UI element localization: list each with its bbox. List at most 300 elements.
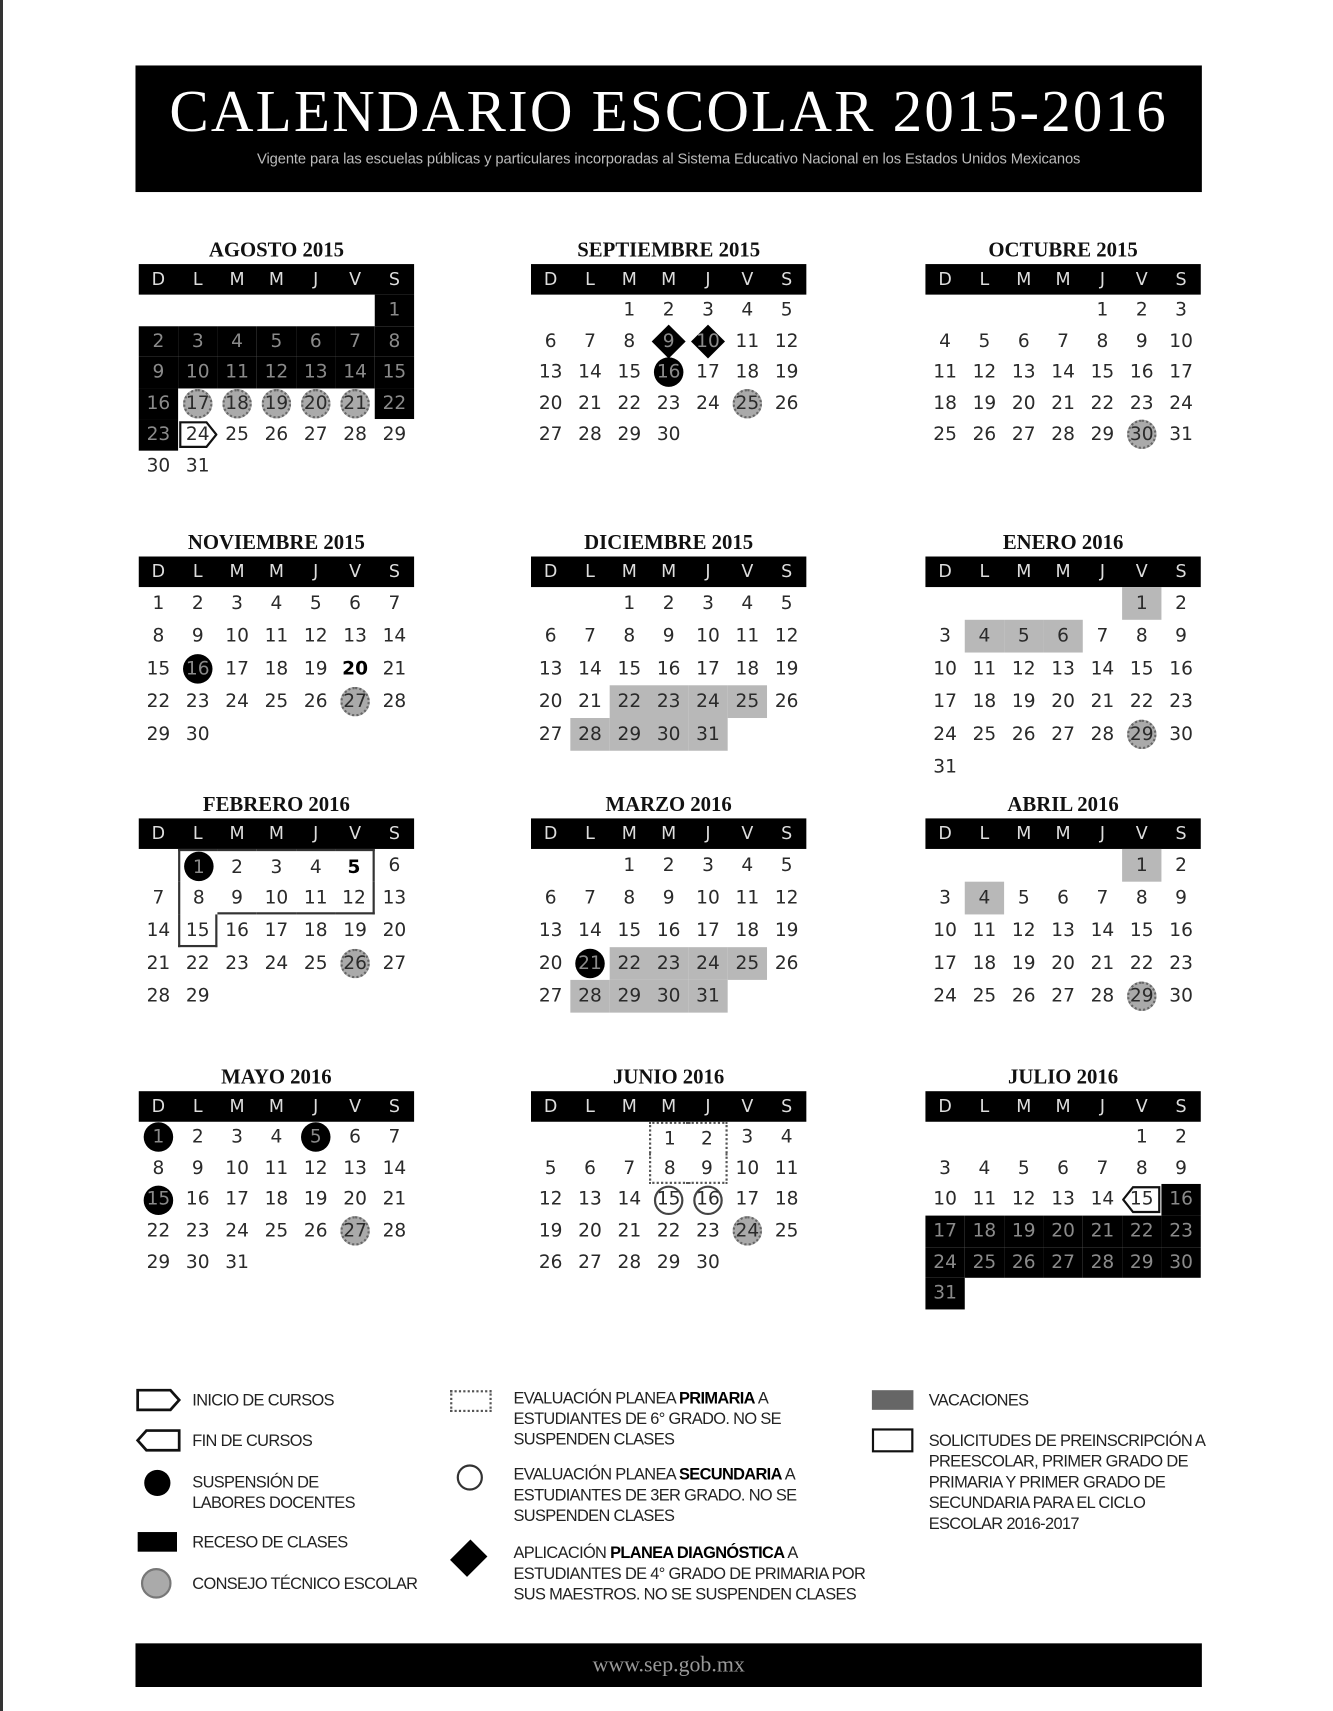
day-cell: 30 (649, 980, 688, 1013)
day-cell: 22 (1090, 392, 1115, 415)
day-cell: 21 (146, 952, 171, 975)
day-cell: 31 (185, 454, 210, 477)
day-cell: 24 (1169, 392, 1193, 415)
weekday-label: V (741, 1095, 754, 1117)
day-cell: 25 (728, 388, 767, 419)
day-cell: 12 (1011, 919, 1036, 942)
weekday-label: L (979, 268, 990, 290)
day-cell: 20 (1011, 392, 1036, 415)
day-cell: 16 (1169, 919, 1193, 942)
day-cell: 22 (375, 388, 414, 419)
day-cell: 25 (264, 690, 289, 713)
day-cell: 30 (185, 723, 210, 746)
weekday-label: D (543, 1095, 558, 1117)
day-cell: 22 (1122, 1216, 1161, 1247)
day-cell: 18 (965, 1216, 1004, 1247)
day-cell: 16 (225, 919, 249, 942)
weekday-label: S (388, 822, 400, 844)
day-cell: 6 (544, 330, 557, 352)
day-cell: 29 (382, 423, 407, 446)
day-cell: 21 (578, 392, 602, 415)
day-cell: 24 (225, 690, 249, 713)
day-cell: 19 (774, 361, 799, 384)
weekday-label: L (585, 268, 595, 290)
weekday-label: S (388, 268, 400, 290)
day-cell: 3 (702, 854, 714, 877)
month-title: MARZO 2016 (605, 793, 732, 817)
day-cell: 25 (728, 685, 767, 718)
day-cell: 1 (1122, 587, 1161, 620)
day-cell: 25 (264, 1220, 289, 1242)
day-cell: 7 (584, 330, 596, 352)
legend-label: FIN DE CURSOS (192, 1431, 313, 1451)
day-cell: 25 (774, 1220, 799, 1242)
month-title: JULIO 2016 (1008, 1066, 1119, 1090)
day-cell: 24 (933, 985, 957, 1008)
day-cell: 27 (1051, 985, 1075, 1008)
weekday-label: M (268, 1095, 284, 1117)
weekday-label: M (661, 560, 677, 582)
day-cell: 6 (1057, 1157, 1070, 1180)
legend-label: VACACIONES (928, 1391, 1029, 1410)
day-cell: 29 (185, 985, 210, 1008)
day-cell: 24 (696, 392, 720, 415)
day-cell: 25 (965, 1247, 1004, 1278)
day-cell: 10 (933, 1188, 957, 1211)
weekday-label: M (1016, 1095, 1032, 1117)
day-cell: 21 (335, 388, 374, 419)
day-cell: 26 (538, 1251, 563, 1274)
weekday-label: S (388, 1095, 400, 1117)
day-cell: 22 (610, 685, 649, 718)
day-cell: 18 (735, 657, 760, 680)
day-cell: 10 (225, 1157, 249, 1180)
day-cell: 5 (544, 1157, 557, 1180)
weekday-label: M (268, 822, 284, 844)
day-cell: 6 (349, 592, 362, 615)
day-cell: 14 (578, 361, 602, 384)
day-cell: 24 (688, 685, 727, 718)
day-cell: 20 (1051, 690, 1075, 713)
legend-label: SOLICITUDES DE PREINSCRIPCIÓN A PREESCOLAR, PRIMER GRADO DE PRIMARIA Y PRIMER GRADO DE SECUNDARIA PARA EL CICLO ESCOLAR 2016-2017 (928, 1431, 1205, 1534)
day-cell: 8 (152, 1157, 165, 1180)
weekday-label: J (1099, 268, 1106, 290)
day-cell: 12 (538, 1188, 563, 1211)
day-cell: 19 (1004, 1216, 1043, 1247)
day-cell: 23 (185, 1220, 210, 1242)
day-cell: 10 (688, 326, 727, 357)
day-cell: 13 (538, 361, 563, 384)
day-cell: 8 (152, 625, 165, 648)
day-cell: 15 (1129, 657, 1154, 680)
legend-text: A ESTUDIANTES DE 4° GRADO DE PRIMARIA POR SUS MAESTROS. NO SE SUSPENDEN CLASES (513, 1544, 866, 1605)
day-cell: 18 (972, 952, 997, 975)
page-subtitle: Vigente para las escuelas públicas y particulares incorporadas al Sistema Educativo Nacional en los Estados Unidos Mexicanos (257, 150, 1081, 167)
day-cell: 18 (217, 388, 256, 419)
day-cell: 4 (741, 592, 754, 615)
day-cell: 21 (382, 657, 407, 680)
day-cell: 7 (584, 887, 596, 909)
day-cell: 4 (780, 1126, 793, 1148)
day-cell: 16 (656, 657, 681, 680)
weekday-label: V (1135, 1095, 1148, 1117)
day-cell: 30 (649, 718, 688, 751)
day-cell: 8 (623, 330, 636, 352)
gray-circle-icon (141, 1568, 172, 1599)
weekday-label: L (192, 560, 203, 582)
day-cell: 9 (662, 625, 675, 648)
weekday-label: M (621, 1095, 637, 1117)
day-cell: 19 (303, 657, 328, 680)
day-cell: 11 (972, 1188, 997, 1211)
weekday-label: V (1135, 822, 1148, 844)
day-cell: 12 (303, 625, 328, 648)
day-cell: 13 (1011, 361, 1036, 384)
day-cell: 8 (178, 882, 217, 915)
weekday-label: M (661, 268, 677, 290)
day-cell: 26 (303, 690, 328, 713)
weekday-label: M (1016, 560, 1032, 582)
day-cell: 3 (939, 887, 952, 909)
day-cell: 15 (1129, 919, 1154, 942)
day-cell: 20 (1051, 952, 1075, 975)
day-cell: 21 (617, 1220, 642, 1242)
month-title: SEPTIEMBRE 2015 (577, 238, 761, 262)
weekday-label: D (543, 560, 558, 582)
day-cell: 10 (178, 357, 217, 388)
weekday-label: V (741, 560, 754, 582)
day-cell: 24 (225, 1220, 249, 1242)
weekday-label: J (313, 822, 319, 844)
legend-bold: PRIMARIA (679, 1389, 755, 1408)
day-cell: 27 (303, 423, 328, 446)
day-cell: 28 (1090, 985, 1115, 1008)
day-cell: 13 (1051, 657, 1075, 680)
weekday-label: J (705, 822, 711, 844)
weekday-label: S (781, 822, 793, 844)
weekday-label: L (192, 268, 203, 290)
day-cell: 6 (1043, 620, 1082, 653)
day-cell: 23 (185, 690, 210, 713)
day-cell: 11 (774, 1157, 799, 1180)
day-cell: 10 (696, 625, 720, 648)
day-cell: 18 (735, 919, 760, 942)
month-title: ABRIL 2016 (1007, 793, 1119, 817)
day-cell: 28 (1083, 1247, 1122, 1278)
day-cell: 4 (217, 326, 256, 357)
weekday-label: M (1016, 268, 1032, 290)
day-cell: 9 (649, 326, 688, 357)
day-cell: 23 (139, 419, 178, 450)
day-cell: 10 (257, 882, 296, 915)
day-cell: 12 (774, 330, 799, 352)
day-cell: 30 (1122, 419, 1161, 450)
open-circle-icon (457, 1464, 483, 1490)
day-cell: 26 (774, 952, 799, 975)
day-cell: 9 (217, 882, 256, 915)
day-cell: 16 (185, 1188, 210, 1211)
day-cell: 13 (382, 887, 407, 909)
day-cell: 1 (139, 1122, 178, 1153)
weekday-label: L (979, 560, 990, 582)
day-cell: 19 (303, 1188, 328, 1211)
day-cell: 31 (925, 1278, 964, 1309)
day-cell: 27 (1011, 423, 1036, 446)
day-cell: 21 (1090, 952, 1115, 975)
weekday-label: V (741, 822, 754, 844)
day-cell: 4 (939, 330, 952, 352)
legend-text: A ESTUDIANTES DE 3ER GRADO. NO SE SUSPENDEN CLASES (513, 1465, 797, 1526)
day-cell: 3 (231, 1126, 244, 1148)
day-cell: 21 (570, 947, 609, 980)
day-cell: 7 (152, 887, 165, 909)
day-cell: 3 (939, 625, 952, 648)
day-cell: 11 (264, 1157, 289, 1180)
day-cell: 20 (538, 392, 563, 415)
day-cell: 28 (382, 690, 407, 713)
day-cell: 20 (382, 919, 407, 942)
day-cell: 17 (933, 952, 957, 975)
weekday-label: V (741, 268, 754, 290)
day-cell: 19 (774, 919, 799, 942)
day-cell: 15 (375, 357, 414, 388)
day-cell: 23 (225, 952, 249, 975)
day-cell: 13 (1051, 1188, 1075, 1211)
day-cell: 17 (696, 361, 720, 384)
weekday-label: M (621, 822, 637, 844)
day-cell: 23 (656, 392, 681, 415)
day-cell: 8 (1135, 1157, 1148, 1180)
day-cell: 6 (544, 625, 557, 648)
day-cell: 24 (925, 1247, 964, 1278)
day-cell: 14 (382, 1157, 407, 1180)
weekday-label: M (229, 560, 245, 582)
day-cell: 17 (1169, 361, 1193, 384)
day-cell: 17 (933, 690, 957, 713)
day-cell: 5 (780, 592, 793, 615)
day-cell: 28 (1051, 423, 1075, 446)
day-cell: 20 (343, 1188, 367, 1211)
day-cell: 2 (1175, 854, 1188, 877)
weekday-label: S (1175, 1095, 1187, 1117)
day-cell: 12 (257, 357, 296, 388)
day-cell: 29 (1122, 718, 1161, 751)
weekday-label: J (705, 268, 711, 290)
day-cell: 13 (343, 625, 367, 648)
black-circle-icon (144, 1470, 170, 1496)
weekday-label: V (349, 560, 362, 582)
day-cell: 8 (1135, 625, 1148, 648)
day-cell: 16 (1129, 361, 1154, 384)
day-cell: 8 (623, 887, 636, 909)
day-cell: 18 (303, 919, 328, 942)
weekday-label: V (349, 268, 362, 290)
day-cell: 23 (696, 1220, 720, 1242)
day-cell: 26 (264, 423, 289, 446)
day-cell: 29 (1090, 423, 1115, 446)
day-cell: 11 (735, 887, 760, 909)
day-cell: 26 (1011, 723, 1036, 746)
day-cell: 19 (1011, 952, 1036, 975)
day-cell: 13 (538, 919, 563, 942)
day-cell: 17 (225, 1188, 249, 1211)
day-cell: 11 (972, 919, 997, 942)
day-cell: 25 (972, 985, 997, 1008)
weekday-label: D (938, 560, 952, 582)
day-cell: 1 (623, 298, 636, 321)
day-cell: 11 (972, 657, 997, 680)
day-cell: 30 (146, 454, 171, 477)
day-cell: 2 (191, 592, 204, 615)
day-cell: 18 (972, 690, 997, 713)
weekday-label: M (229, 822, 245, 844)
day-cell: 4 (978, 1157, 991, 1180)
diamond-icon (450, 1540, 487, 1577)
day-cell: 23 (1129, 392, 1154, 415)
weekday-label: D (938, 268, 952, 290)
legend-bold: PLANEA DIAGNÓSTICA (610, 1544, 785, 1563)
day-cell: 31 (225, 1251, 249, 1274)
day-cell: 19 (343, 919, 367, 942)
day-cell: 1 (649, 1122, 688, 1153)
day-cell: 19 (774, 657, 799, 680)
day-cell: 9 (191, 625, 204, 648)
weekday-label: L (585, 822, 595, 844)
weekday-label: S (1175, 560, 1187, 582)
day-cell: 4 (270, 592, 283, 615)
day-cell: 9 (1175, 625, 1188, 648)
legend-text: EVALUACIÓN PLANEA (513, 1389, 680, 1408)
weekday-label: M (268, 268, 284, 290)
day-cell: 5 (780, 854, 793, 877)
day-cell: 26 (774, 392, 799, 415)
day-cell: 26 (1011, 985, 1036, 1008)
day-cell: 19 (538, 1220, 563, 1242)
day-cell: 22 (146, 690, 171, 713)
weekday-label: D (543, 268, 558, 290)
day-cell: 14 (617, 1188, 642, 1211)
legend-text: A ESTUDIANTES DE 6° GRADO. NO SE SUSPENDEN CLASES (513, 1389, 781, 1450)
day-cell: 16 (1169, 657, 1193, 680)
day-cell: 1 (1096, 298, 1109, 321)
day-cell: 23 (1161, 1216, 1200, 1247)
day-cell: 5 (296, 1122, 335, 1153)
day-cell: 22 (610, 947, 649, 980)
footer-url[interactable]: www.sep.gob.mx (135, 1643, 1201, 1687)
day-cell: 28 (570, 718, 609, 751)
day-cell: 7 (1096, 1157, 1109, 1180)
day-cell: 30 (1169, 985, 1193, 1008)
day-cell: 6 (584, 1157, 596, 1180)
day-cell: 29 (146, 1251, 171, 1274)
day-cell: 27 (382, 952, 407, 975)
day-cell: 1 (623, 854, 636, 877)
legend-text: APLICACIÓN (513, 1544, 611, 1563)
day-cell: 23 (1169, 690, 1193, 713)
day-cell: 7 (335, 326, 374, 357)
day-cell: 26 (335, 947, 374, 980)
day-cell: 14 (578, 657, 602, 680)
day-cell: 6 (1057, 887, 1070, 909)
weekday-label: M (229, 1095, 245, 1117)
day-cell: 14 (1090, 1188, 1115, 1211)
day-cell: 14 (1090, 919, 1115, 942)
day-cell: 27 (335, 1216, 374, 1247)
day-cell: 31 (688, 718, 727, 751)
day-cell: 30 (1169, 723, 1193, 746)
day-cell: 25 (972, 723, 997, 746)
day-cell: 5 (309, 592, 322, 615)
day-cell: 30 (185, 1251, 210, 1274)
day-cell: 4 (741, 854, 754, 877)
day-cell: 5 (1017, 887, 1030, 909)
month-title: NOVIEMBRE 2015 (187, 531, 365, 555)
day-cell: 28 (382, 1220, 407, 1242)
day-cell: 23 (1169, 952, 1193, 975)
day-cell: 29 (610, 980, 649, 1013)
day-cell: 25 (728, 947, 767, 980)
day-cell: 22 (1129, 952, 1154, 975)
dotted-box-icon (450, 1390, 492, 1412)
day-cell: 31 (688, 980, 727, 1013)
day-cell: 10 (933, 919, 957, 942)
day-cell: 12 (1011, 657, 1036, 680)
weekday-label: D (151, 268, 166, 290)
day-cell: 17 (735, 1188, 760, 1211)
day-cell: 22 (146, 1220, 171, 1242)
legend-label: CONSEJO TÉCNICO ESCOLAR (192, 1574, 418, 1594)
day-cell: 2 (662, 592, 675, 615)
day-cell: 5 (978, 330, 991, 352)
day-cell: 18 (735, 361, 760, 384)
day-cell: 7 (1096, 625, 1109, 648)
day-cell: 8 (649, 1153, 688, 1184)
day-cell: 7 (388, 1126, 401, 1148)
day-cell: 2 (217, 849, 256, 882)
weekday-label: M (1055, 822, 1071, 844)
day-cell: 11 (933, 361, 957, 384)
day-cell: 27 (335, 685, 374, 718)
weekday-label: V (349, 1095, 362, 1117)
day-cell: 3 (257, 849, 296, 882)
fin-arrow-icon (135, 1428, 181, 1452)
day-cell: 13 (578, 1188, 602, 1211)
day-cell: 26 (774, 690, 799, 713)
legend-label: SUSPENSIÓN DE LABORES DOCENTES (192, 1473, 355, 1513)
day-cell: 14 (382, 625, 407, 648)
weekday-label: M (1055, 560, 1071, 582)
day-cell: 16 (1161, 1184, 1200, 1215)
day-cell: 17 (264, 919, 289, 942)
page-title: CALENDARIO ESCOLAR 2015-2016 (169, 78, 1168, 145)
day-cell: 1 (375, 295, 414, 326)
day-cell: 30 (696, 1251, 720, 1274)
day-cell: 6 (1017, 330, 1030, 352)
day-cell: 8 (623, 625, 636, 648)
day-cell: 7 (1057, 330, 1070, 352)
day-cell: 29 (610, 718, 649, 751)
day-cell: 28 (343, 423, 367, 446)
month-title: DICIEMBRE 2015 (584, 531, 754, 555)
day-cell: 15 (1090, 361, 1115, 384)
day-cell: 9 (1175, 887, 1188, 909)
day-cell: 1 (178, 849, 217, 882)
weekday-label: V (1135, 560, 1148, 582)
day-cell: 15 (146, 657, 171, 680)
day-cell: 15 (617, 919, 642, 942)
day-cell: 19 (972, 392, 997, 415)
day-cell: 24 (178, 419, 217, 450)
